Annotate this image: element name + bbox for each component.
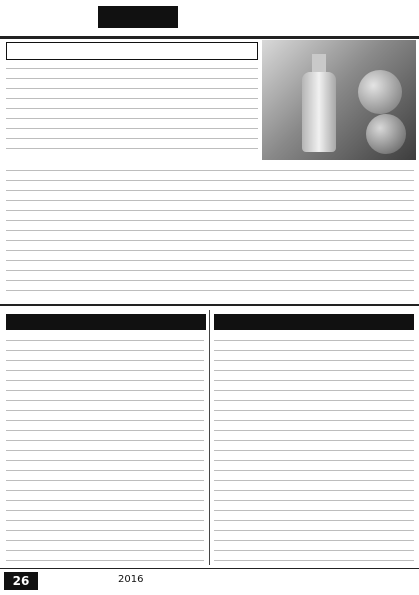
article-photo xyxy=(262,40,416,160)
apple-illustration xyxy=(366,114,406,154)
page-footer xyxy=(0,568,419,595)
section-divider xyxy=(0,304,419,306)
page-number: 26 xyxy=(4,572,38,590)
main-article-headline xyxy=(6,42,258,60)
issue-date: 2016 xyxy=(118,574,144,585)
main-article-body-part1 xyxy=(6,62,258,158)
header-rule xyxy=(0,36,419,39)
right-article-headline xyxy=(214,314,414,330)
author-name-badge xyxy=(98,6,178,28)
vinegar-bottle-illustration xyxy=(302,72,336,152)
apple-illustration xyxy=(358,70,402,114)
column-divider xyxy=(209,310,210,565)
page-header xyxy=(0,0,419,37)
main-article-body-part2 xyxy=(6,164,414,300)
left-article-body xyxy=(6,334,204,564)
right-article-body xyxy=(214,334,414,564)
left-article-headline xyxy=(6,314,206,330)
